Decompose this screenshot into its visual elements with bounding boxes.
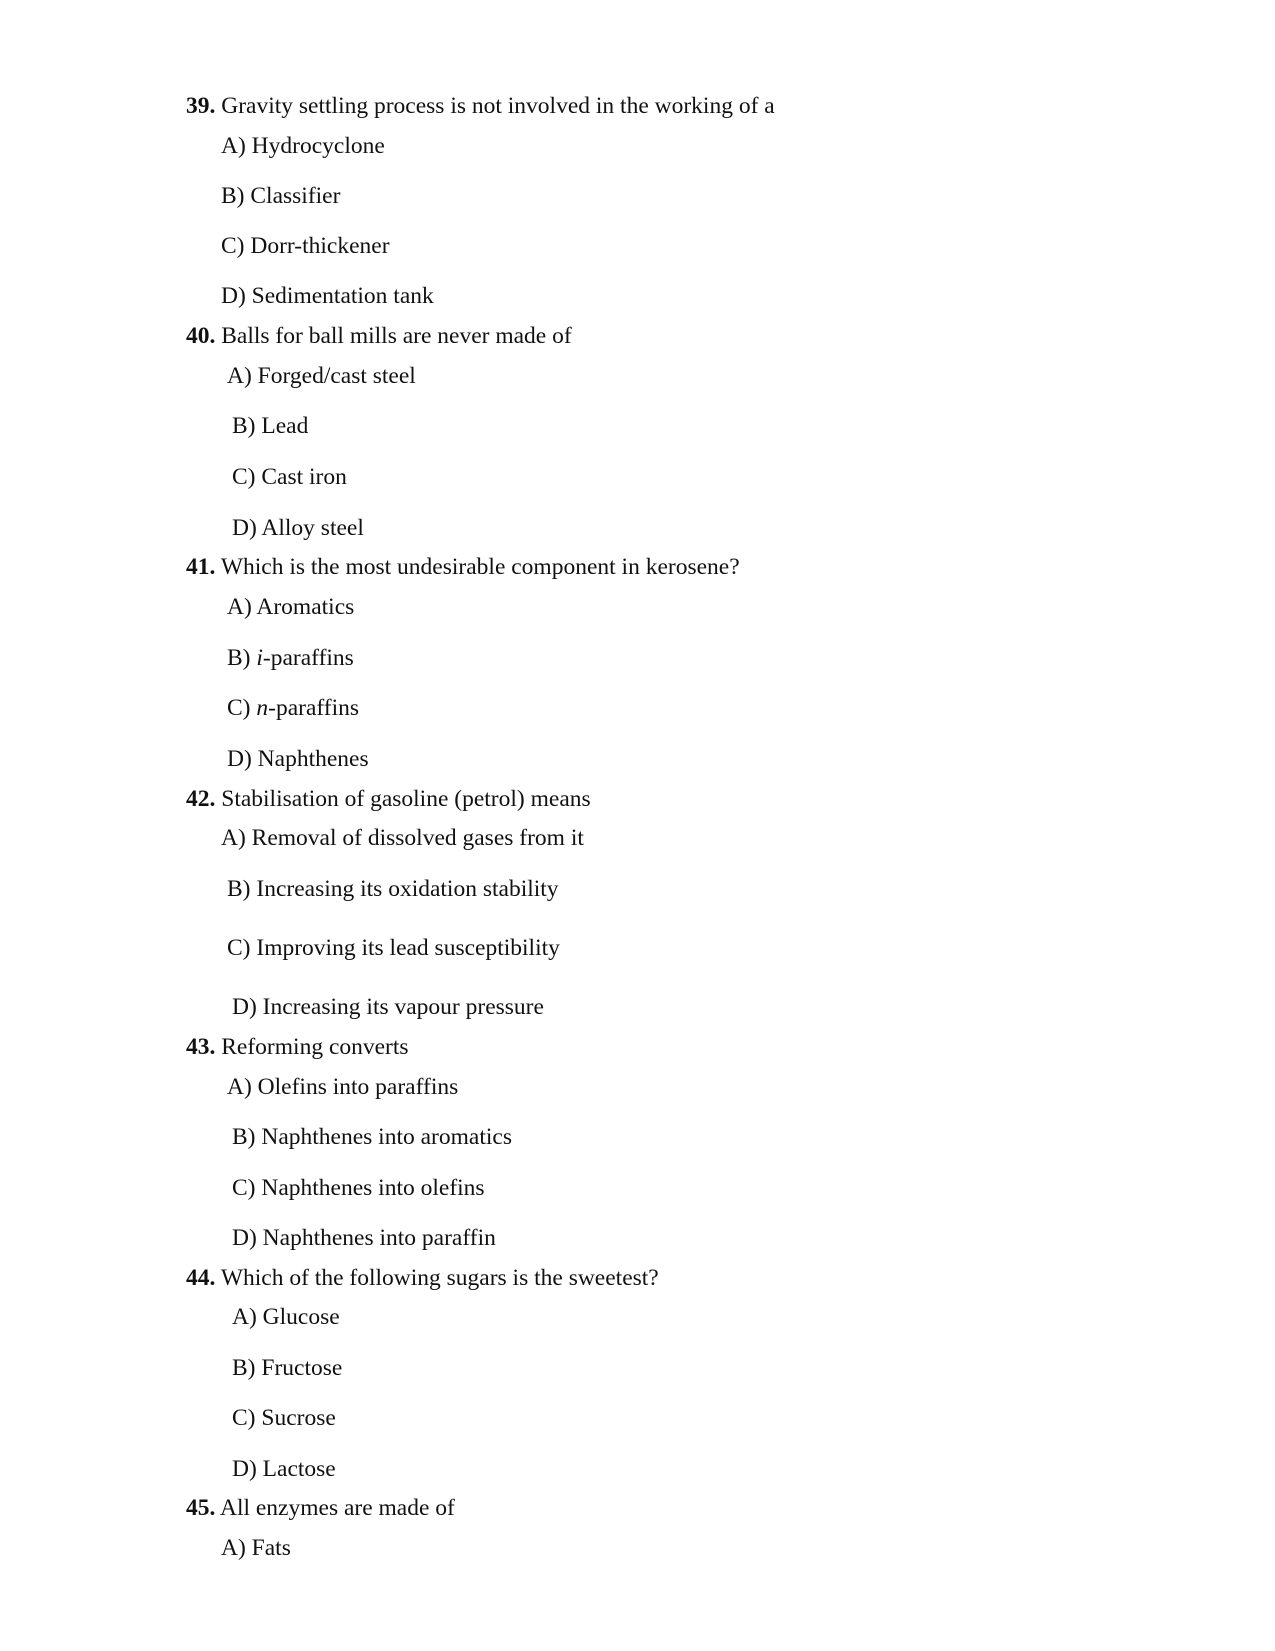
question-40-option-a: [227, 362, 416, 390]
option-text: Naphthenes: [257, 746, 369, 772]
question-number: 40.: [186, 323, 216, 349]
option-letter: C): [232, 1175, 256, 1201]
option-text: -paraffins: [262, 645, 354, 671]
option-letter: A): [221, 133, 246, 159]
option-text: Forged/cast steel: [257, 363, 416, 389]
question-text: Which is the most undesirable component in kerosene?: [220, 554, 740, 580]
option-letter: B): [227, 645, 251, 671]
question-39-option-b: [221, 182, 340, 210]
option-prefix: i: [256, 645, 263, 671]
question-43-option-c: [232, 1174, 485, 1202]
option-text: Classifier: [250, 183, 341, 209]
option-letter: A): [221, 1535, 246, 1561]
option-letter: C): [227, 935, 251, 961]
option-text: Naphthenes into paraffin: [262, 1225, 496, 1251]
question-42-stem: [186, 785, 591, 813]
question-41-stem: [186, 553, 740, 581]
option-text: Increasing its vapour pressure: [262, 994, 544, 1020]
question-number: 44.: [186, 1265, 216, 1291]
question-39-option-a: [221, 132, 385, 160]
question-number: 45.: [186, 1495, 216, 1521]
option-letter: C): [232, 1405, 256, 1431]
question-41-option-d: [227, 745, 369, 773]
question-42-option-a: [221, 824, 584, 852]
option-letter: A): [227, 363, 252, 389]
option-letter: B): [232, 1124, 256, 1150]
question-42-option-d: [232, 993, 544, 1021]
question-text: Balls for ball mills are never made of: [221, 323, 572, 349]
question-40-option-d: [232, 514, 364, 542]
question-number: 43.: [186, 1034, 216, 1060]
question-39-stem: [186, 92, 775, 120]
option-letter: D): [232, 1456, 257, 1482]
option-letter: A): [221, 825, 246, 851]
question-text: All enzymes are made of: [219, 1495, 455, 1521]
option-text: Fructose: [261, 1355, 343, 1381]
option-text: Sedimentation tank: [251, 283, 434, 309]
option-letter: D): [227, 746, 252, 772]
question-43-option-a: [227, 1073, 458, 1101]
question-45-option-a: [221, 1534, 291, 1562]
option-text: Increasing its oxidation stability: [256, 876, 559, 902]
option-letter: C): [227, 695, 251, 721]
option-letter: D): [221, 283, 246, 309]
question-43-option-b: [232, 1123, 512, 1151]
question-44-option-a: [232, 1303, 340, 1331]
question-40-option-b: [232, 412, 308, 440]
option-text: Improving its lead susceptibility: [256, 935, 560, 961]
question-44-option-b: [232, 1354, 342, 1382]
option-letter: D): [232, 1225, 257, 1251]
option-letter: D): [232, 994, 257, 1020]
question-44-option-d: [232, 1455, 336, 1483]
option-letter: C): [232, 464, 256, 490]
option-text: Alloy steel: [261, 515, 364, 541]
option-text: Removal of dissolved gases from it: [251, 825, 584, 851]
question-42-option-b: [227, 875, 559, 903]
question-text: Reforming converts: [221, 1034, 409, 1060]
question-40-option-c: [232, 463, 347, 491]
question-41-option-b: [227, 644, 354, 672]
question-43-option-d: [232, 1224, 496, 1252]
option-text: -paraffins: [268, 695, 360, 721]
question-41-option-a: [227, 593, 354, 621]
question-39-option-c: [221, 232, 390, 260]
option-letter: C): [221, 233, 245, 259]
option-text: Fats: [251, 1535, 291, 1561]
option-text: Aromatics: [256, 594, 355, 620]
question-42-option-c: [227, 934, 560, 962]
option-letter: D): [232, 515, 257, 541]
question-44-option-c: [232, 1404, 336, 1432]
question-number: 42.: [186, 786, 216, 812]
option-text: Cast iron: [261, 464, 347, 490]
option-text: Dorr-thickener: [250, 233, 390, 259]
option-text: Naphthenes into olefins: [261, 1175, 485, 1201]
option-text: Sucrose: [261, 1405, 336, 1431]
question-number: 39.: [186, 93, 216, 119]
option-prefix: n: [256, 695, 269, 721]
question-text: Stabilisation of gasoline (petrol) means: [221, 786, 591, 812]
option-letter: B): [232, 413, 256, 439]
option-text: Lactose: [262, 1456, 336, 1482]
option-letter: B): [227, 876, 251, 902]
question-43-stem: [186, 1033, 409, 1061]
option-text: Lead: [261, 413, 309, 439]
option-letter: B): [221, 183, 245, 209]
question-45-stem: [186, 1494, 455, 1522]
question-41-option-c: [227, 694, 359, 722]
question-44-stem: [186, 1264, 659, 1292]
option-text: Glucose: [262, 1304, 340, 1330]
question-40-stem: [186, 322, 572, 350]
option-letter: B): [232, 1355, 256, 1381]
question-text: Which of the following sugars is the sweetest?: [220, 1265, 659, 1291]
option-letter: A): [232, 1304, 257, 1330]
option-text: Olefins into paraffins: [257, 1074, 459, 1100]
option-text: Hydrocyclone: [251, 133, 385, 159]
question-number: 41.: [186, 554, 216, 580]
option-letter: A): [227, 594, 252, 620]
option-letter: A): [227, 1074, 252, 1100]
question-39-option-d: [221, 282, 434, 310]
question-text: Gravity settling process is not involved in the working of a: [221, 93, 775, 119]
option-text: Naphthenes into aromatics: [261, 1124, 512, 1150]
